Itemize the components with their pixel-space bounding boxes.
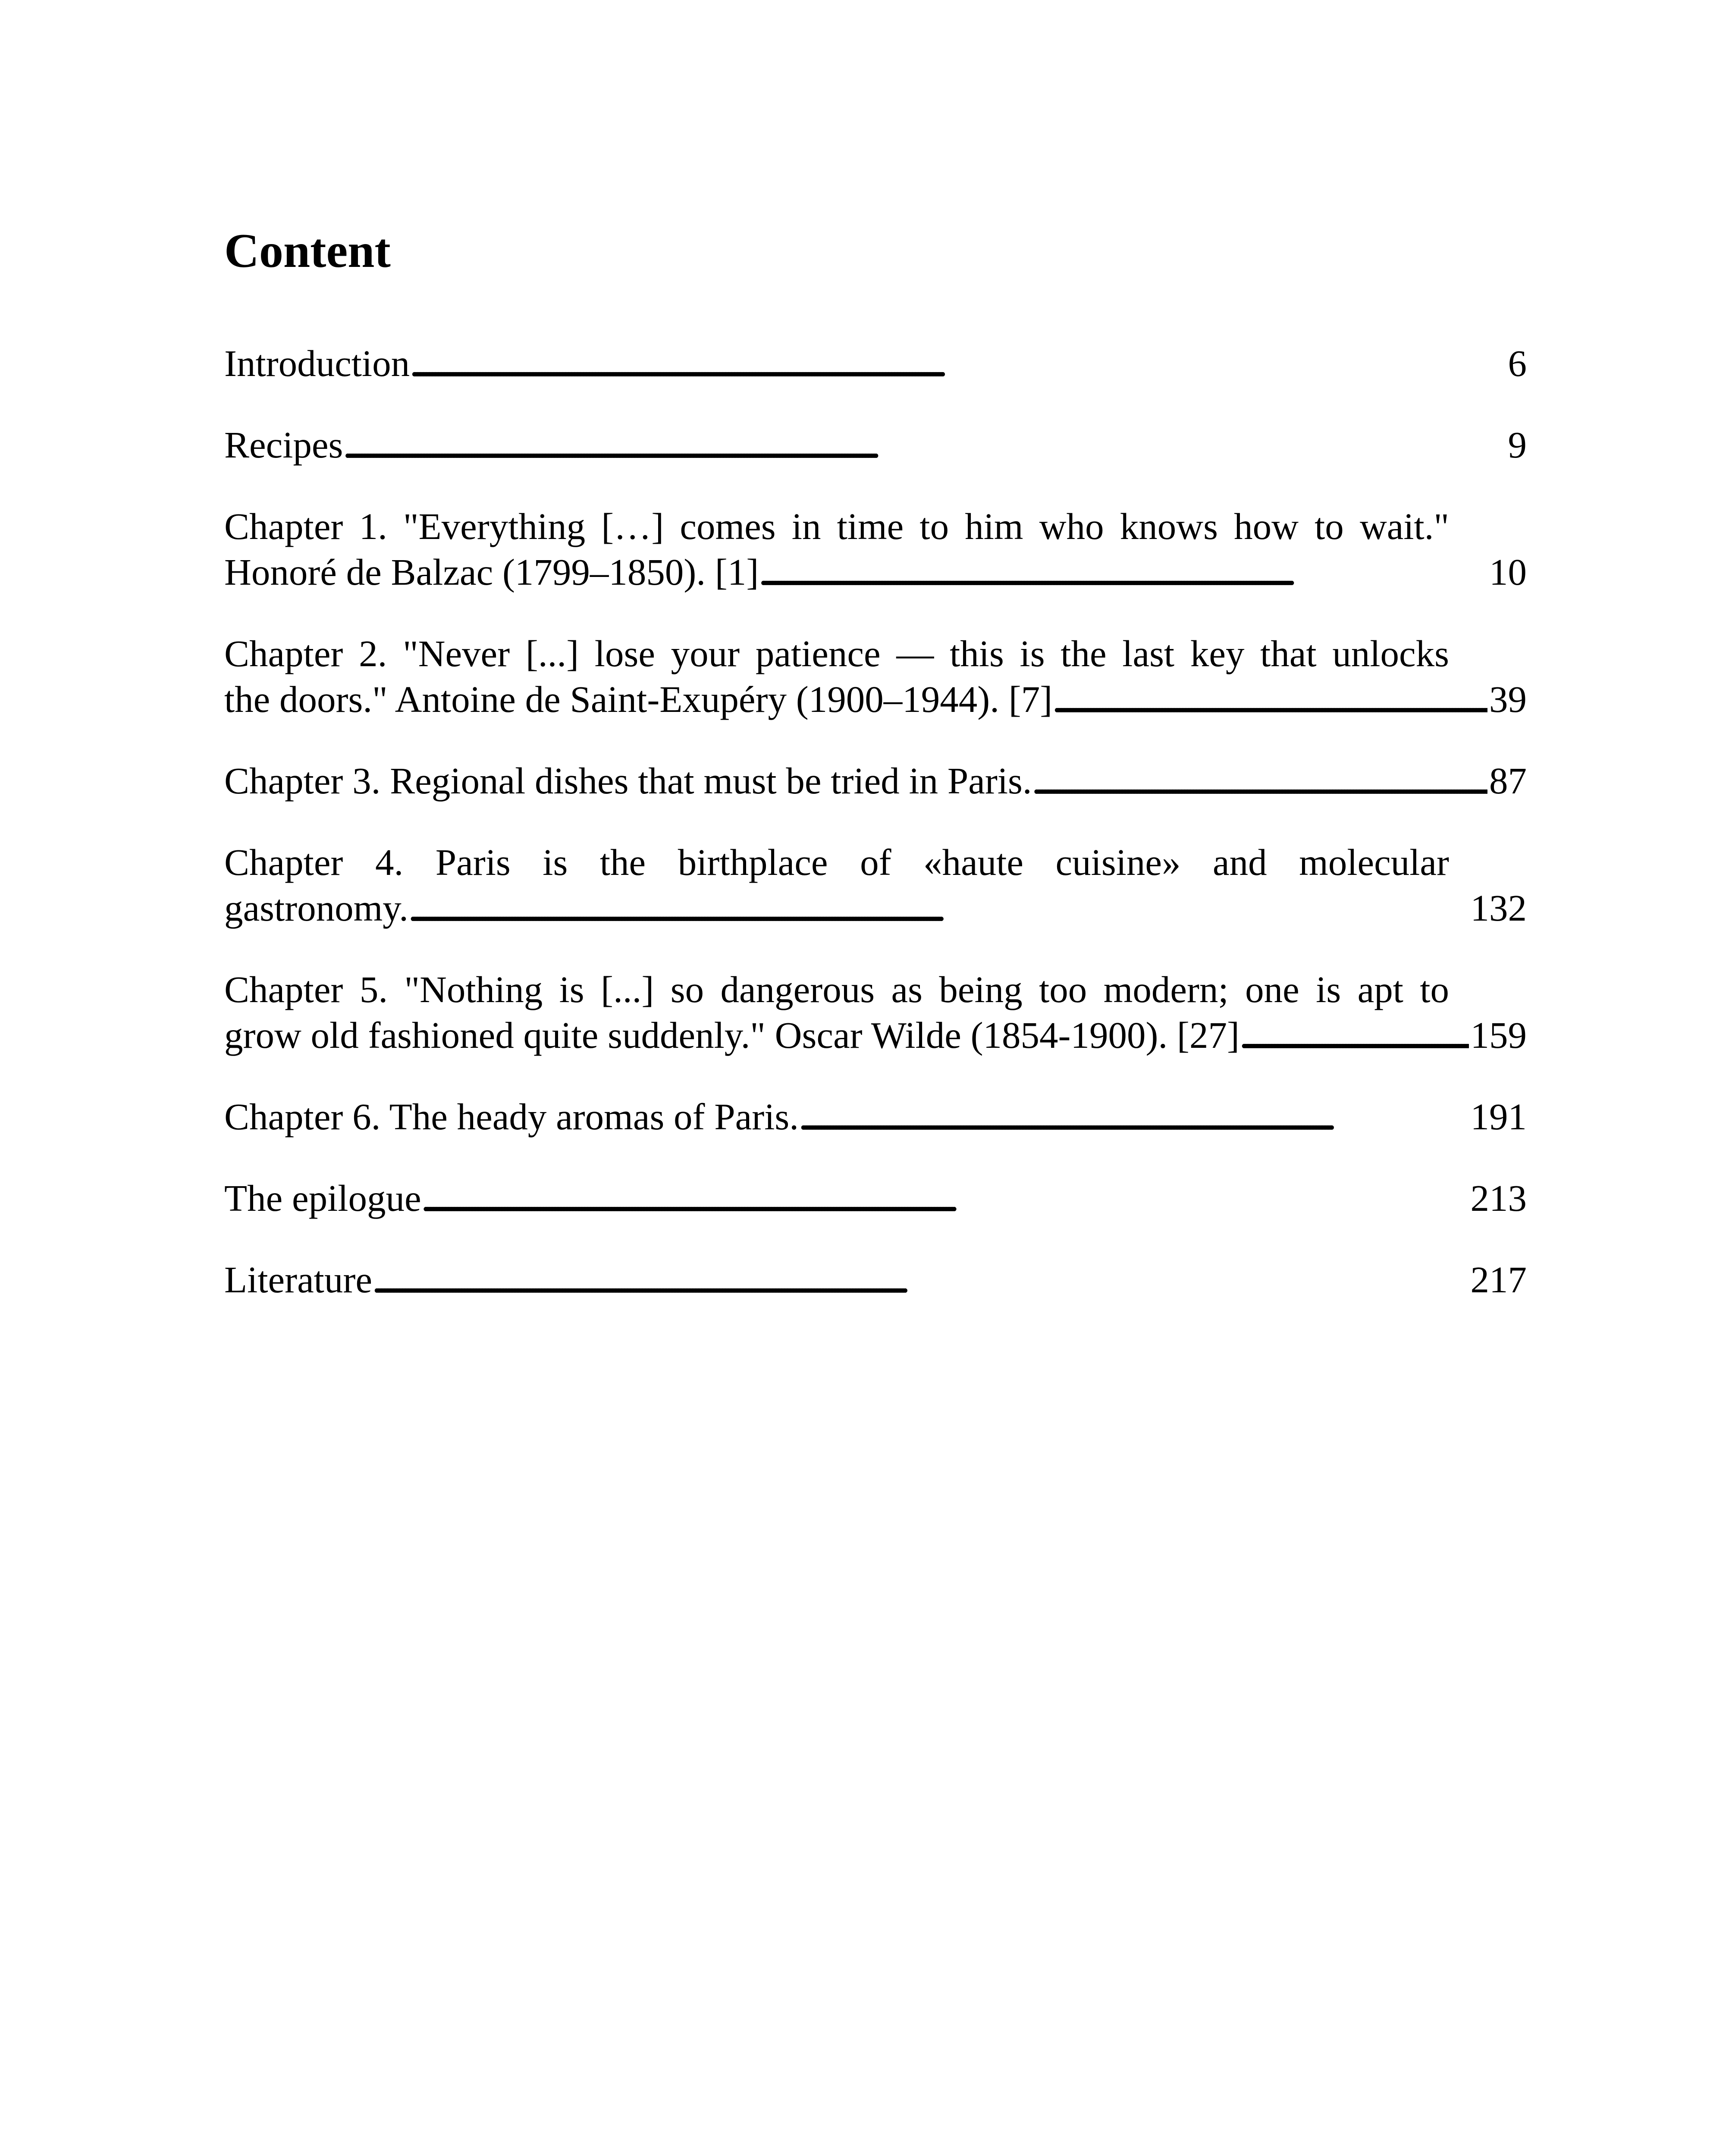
toc-page-number: 9: [1508, 424, 1527, 466]
toc-entry-chapter-4[interactable]: [224, 840, 1527, 931]
toc-entry-title: The epilogue: [224, 1177, 421, 1219]
dot-leader: [372, 1257, 1469, 1303]
toc-entry-title-line-2: the doors." Antoine de Saint-Exupéry (1900–1944). [7]: [224, 678, 1053, 720]
dot-leader: [343, 422, 1506, 468]
toc-entry-title: Introduction: [224, 342, 410, 384]
toc-entry-title-line-1: Chapter 2. "Never [...] lose your patience — this is the last key that unlocks: [224, 633, 1449, 674]
toc-entry-line: [224, 885, 1527, 931]
toc-entry-title-line-1: Chapter 4. Paris is the birthplace of «haute cuisine» and molecular: [224, 841, 1449, 883]
dot-leader: [1052, 677, 1487, 722]
toc-entry-epilogue[interactable]: [224, 1175, 1527, 1221]
toc-entry-title-line-1: Chapter 1. "Everything […] comes in time to him who knows how to wait.": [224, 505, 1449, 547]
toc-entry-chapter-6[interactable]: [224, 1094, 1527, 1140]
toc-page-number: 159: [1470, 1014, 1527, 1056]
toc-entry-chapter-3[interactable]: [224, 758, 1527, 804]
dot-leader: [1032, 758, 1487, 804]
toc-entry-title-line-2: gastronomy.: [224, 887, 408, 929]
dot-leader: [410, 341, 1506, 386]
toc-entry-title: Chapter 6. The heady aromas of Paris.: [224, 1096, 799, 1138]
dot-leader: [408, 885, 1469, 931]
table-of-contents: [224, 341, 1527, 1338]
toc-page-number: 87: [1489, 760, 1527, 802]
toc-page-number: 191: [1470, 1096, 1527, 1138]
toc-entry-literature[interactable]: [224, 1257, 1527, 1303]
toc-entry-chapter-2[interactable]: [224, 631, 1527, 722]
toc-entry-line: [224, 422, 1527, 468]
toc-entry-line: [224, 1257, 1527, 1303]
toc-entry-introduction[interactable]: [224, 341, 1527, 386]
toc-entry-line: [224, 1094, 1527, 1140]
dot-leader: [421, 1175, 1469, 1221]
toc-page-number: 213: [1470, 1177, 1527, 1219]
toc-entry-chapter-5[interactable]: [224, 967, 1527, 1058]
toc-entry-line: [224, 677, 1527, 722]
toc-entry-chapter-1[interactable]: [224, 504, 1527, 595]
toc-entry-title-line-1: Chapter 5. "Nothing is [...] so dangerous as being too modern; one is apt to: [224, 968, 1449, 1010]
toc-entry-line: [224, 341, 1527, 386]
toc-entry-title: Literature: [224, 1259, 372, 1300]
dot-leader: [759, 549, 1487, 595]
toc-page-number: 217: [1470, 1259, 1527, 1300]
toc-entry-line: [224, 1175, 1527, 1221]
toc-page-number: 132: [1470, 887, 1527, 929]
toc-page-number: 39: [1489, 678, 1527, 720]
toc-entry-line: [224, 1012, 1527, 1058]
toc-entry-line: [224, 758, 1527, 804]
page-title: Content: [224, 224, 391, 278]
toc-entry-title: Chapter 3. Regional dishes that must be tried in Paris.: [224, 760, 1032, 802]
dot-leader: [1239, 1012, 1469, 1058]
toc-entry-line: [224, 549, 1527, 595]
toc-page-number: 10: [1489, 551, 1527, 593]
dot-leader: [799, 1094, 1468, 1140]
toc-page-number: 6: [1508, 342, 1527, 384]
toc-entry-recipes[interactable]: [224, 422, 1527, 468]
toc-entry-title: Recipes: [224, 424, 343, 466]
toc-entry-title-line-2: Honoré de Balzac (1799–1850). [1]: [224, 551, 759, 593]
toc-entry-title-line-2: grow old fashioned quite suddenly." Oscar Wilde (1854-1900). [27]: [224, 1014, 1239, 1056]
